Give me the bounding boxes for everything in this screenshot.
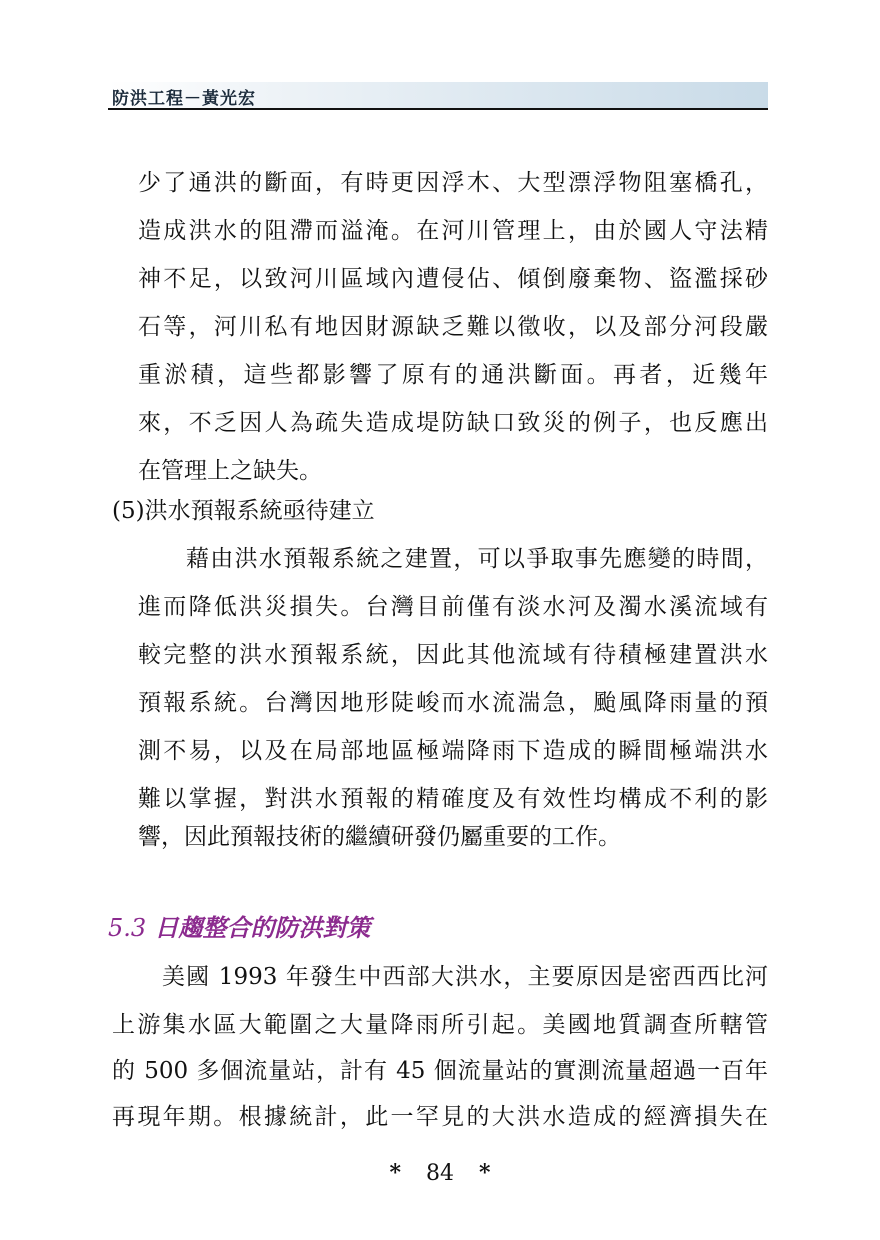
paragraph-line: 再現年期。根據統計，此一罕見的大洪水造成的經濟損失在 — [112, 1104, 768, 1130]
paragraph-line: 測不易，以及在局部地區極端降雨下造成的瞬間極端洪水 — [138, 738, 768, 764]
paragraph-line: 的 500 多個流量站，計有 45 個流量站的實測流量超過一百年 — [112, 1058, 768, 1084]
section-number: 5.3 — [108, 914, 147, 942]
paragraph-line: 來，不乏因人為疏失造成堤防缺口致災的例子，也反應出 — [138, 410, 768, 436]
paragraph-line: 少了通洪的斷面，有時更因浮木、大型漂浮物阻塞橋孔， — [138, 170, 768, 196]
paragraph-line: 上游集水區大範圍之大量降雨所引起。美國地質調查所轄管 — [112, 1012, 768, 1038]
paragraph-line: 預報系統。台灣因地形陡峻而水流湍急，颱風降雨量的預 — [138, 690, 768, 716]
section-title: 日趨整合的防洪對策 — [154, 914, 371, 942]
paragraph-line: 藉由洪水預報系統之建置，可以爭取事先應變的時間， — [186, 546, 768, 572]
running-header-title: 防洪工程－黃光宏 — [112, 89, 256, 109]
footer-star-left: * — [389, 1160, 401, 1186]
paragraph-line: 美國 1993 年發生中西部大洪水，主要原因是密西西比河 — [162, 964, 768, 990]
paragraph-line: 石等，河川私有地因財源缺乏難以徵收，以及部分河段嚴 — [138, 314, 768, 340]
footer-star-right: * — [479, 1160, 491, 1186]
page-footer — [0, 1158, 880, 1189]
paragraph-line: 進而降低洪災損失。台灣目前僅有淡水河及濁水溪流域有 — [138, 594, 768, 620]
paragraph-line: 在管理上之缺失。 — [138, 458, 322, 484]
paragraph-line: 難以掌握，對洪水預報的精確度及有效性均構成不利的影 — [138, 786, 768, 812]
section-heading — [108, 912, 371, 944]
subheading: (5)洪水預報系統亟待建立 — [112, 498, 375, 524]
paragraph-line: 造成洪水的阻滯而溢淹。在河川管理上，由於國人守法精 — [138, 218, 768, 244]
paragraph-line: 較完整的洪水預報系統，因此其他流域有待積極建置洪水 — [138, 642, 768, 668]
paragraph-line: 重淤積，這些都影響了原有的通洪斷面。再者，近幾年 — [138, 362, 768, 388]
paragraph-line: 神不足，以致河川區域內遭侵佔、傾倒廢棄物、盜濫採砂 — [138, 266, 768, 292]
paragraph-line: 響，因此預報技術的繼續研發仍屬重要的工作。 — [138, 824, 621, 850]
header-rule — [108, 108, 768, 110]
page-number: 84 — [426, 1161, 454, 1186]
